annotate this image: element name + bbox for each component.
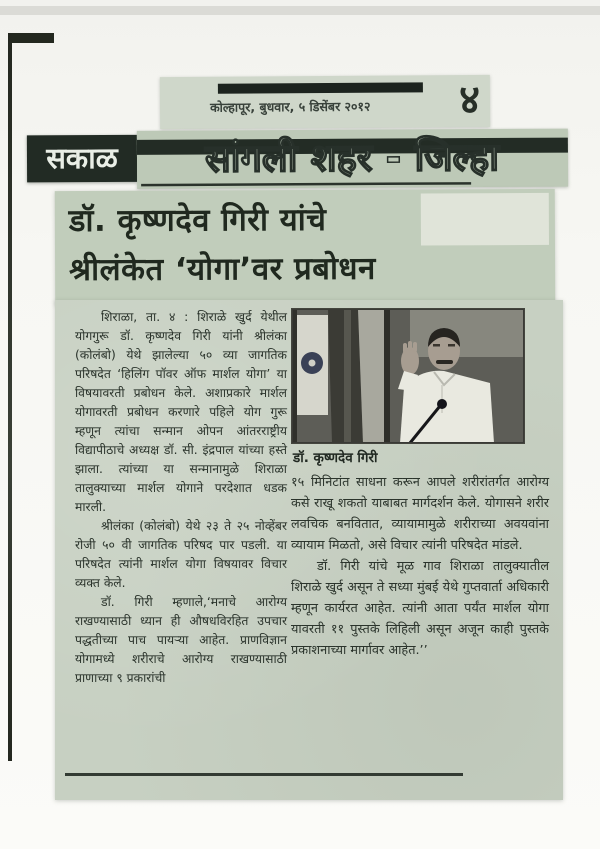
sakal-logo: सकाळ bbox=[27, 135, 137, 183]
headline-block bbox=[55, 189, 555, 305]
section-title-band bbox=[137, 129, 568, 189]
dateline-text: कोल्हापूर, बुधवार, ५ डिसेंबर २०१२ bbox=[209, 98, 371, 115]
article-body bbox=[55, 300, 563, 800]
scan-edge-cap bbox=[12, 33, 54, 43]
paragraph-3: डॉ. गिरी म्हणाले,‘मनाचे आरोग्य राखण्यासाठी ध्यान ही औषधविरहित उपचार पद्धतीच्या पाच पायऱ्या आहेत. प्राणविज्ञान योगामध्ये शरीराचे आरोग्य राखण्यासाठी प्राणाच्या ९ प्रकारांची bbox=[75, 595, 287, 685]
columns bbox=[75, 308, 549, 688]
paragraph-4: १५ मिनिटांत साधना करून आपले शरीरांतर्गत आरोग्य कसे राखू शकतो याबाबत मार्गदर्शन केले. योगासने शरीर लवचिक बनवितात, व्यायामामुळे शरीराच्या अवयवांना व्यायाम मिळतो, असे विचार त्यांनी परिषदेत मांडले. bbox=[291, 475, 549, 553]
paragraph-2: श्रीलंका (कोलंबो) येथे २३ ते २५ नोव्हेंबर रोजी ५० वी जागतिक परिषद पार पडली. या परिषदेत त्यांनी मार्शल योगा विषयावर विचार व्यक्त केले. bbox=[75, 519, 287, 590]
masthead bbox=[25, 129, 568, 190]
scan-edge-line bbox=[8, 33, 12, 761]
photo-image bbox=[292, 309, 524, 443]
paragraph-1: शिराळा, ता. ४ : शिराळे खुर्द येथील योगगुरू डॉ. कृष्णदेव गिरी यांनी श्रीलंका (कोलंबो) येथे झालेल्या ५० व्या जागतिक परिषदेत ‘हिलिंग पॉवर ऑफ मार्शल योगा’ या विषयावरती प्रबोधन केले. अशाप्रकारे मार्शल योगावरती प्रबोधन करणारे पहिले योग गुरू म्हणून त्यांचा सन्मान ओपन आंतरराष्ट्रीय विद्यापीठाचे अध्यक्ष डॉ. सी. इंद्रपाल यांच्या हस्ते झाला. त्यांच्या या सन्मानामुळे शिराळा तालुक्याच्या मार्शल योगाने परदेशात धडक मारली. bbox=[75, 310, 287, 514]
section-title-text: सांगली शहर - जिल्हा bbox=[204, 134, 500, 181]
section-title-rule bbox=[141, 182, 471, 186]
section-title-art bbox=[137, 129, 568, 189]
dateline-top-bar bbox=[218, 82, 423, 93]
headline-line2: श्रीलंकेत ‘योगा’वर प्रबोधन bbox=[69, 250, 376, 289]
column-right bbox=[291, 308, 549, 688]
paper-light-patch bbox=[421, 193, 549, 246]
scan-artifact-band bbox=[0, 6, 600, 15]
column-left bbox=[75, 308, 287, 688]
light-flag-icon bbox=[358, 309, 387, 443]
photo-caption: डॉ. कृष्णदेव गिरी bbox=[293, 450, 378, 466]
page-number: ४ bbox=[459, 76, 481, 124]
mustache bbox=[436, 360, 453, 364]
end-rule bbox=[65, 773, 463, 776]
photo bbox=[291, 308, 525, 444]
headline-line1: डॉ. कृष्णदेव गिरी यांचे bbox=[68, 201, 327, 240]
dateline-strip bbox=[160, 75, 490, 129]
paragraph-5: डॉ. गिरी यांचे मूळ गाव शिराळा तालुक्यातील शिराळे खुर्द असून ते सध्या मुंबई येथे गुप्तवार्ता अधिकारी म्हणून कार्यरत आहेत. त्यांनी आता पर्यंत मार्शल योगा यावरती ११ पुस्तके लिहिली असून अजून काही पुस्तके प्रकाशनाच्या मार्गावर आहेत.’’ bbox=[291, 559, 549, 658]
